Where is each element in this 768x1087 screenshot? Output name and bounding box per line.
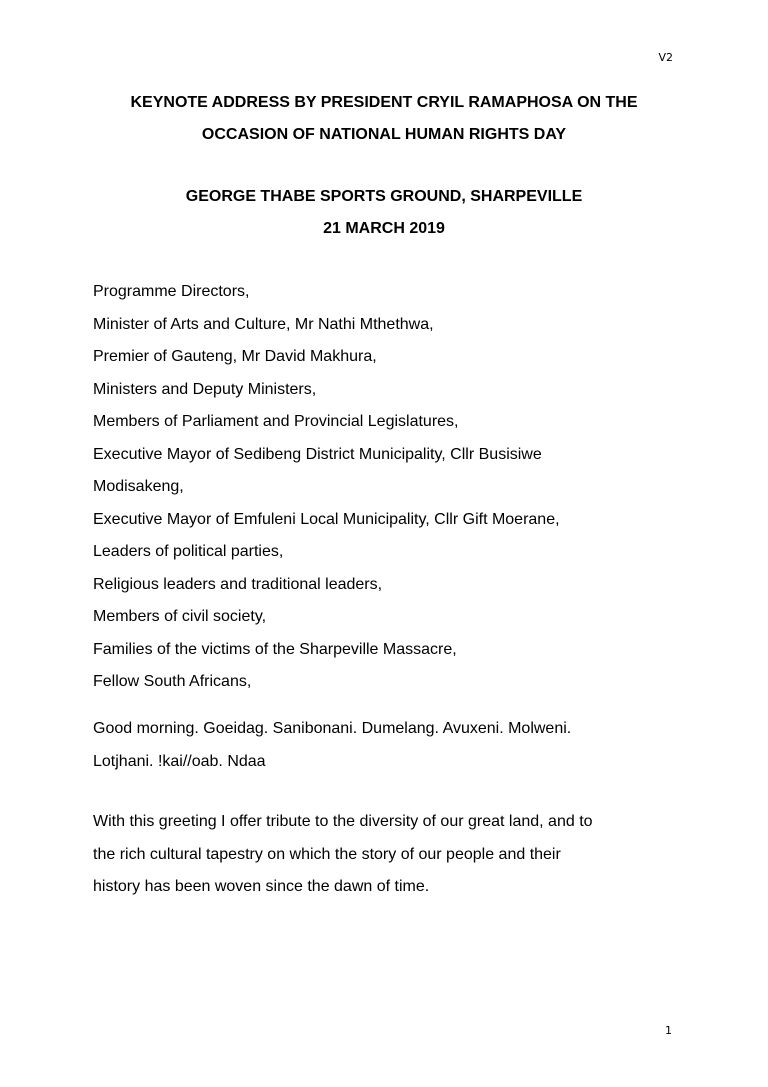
salutation-line: Minister of Arts and Culture, Mr Nathi Mthethwa, bbox=[93, 315, 434, 333]
salutation-line: Ministers and Deputy Ministers, bbox=[93, 380, 317, 398]
page-number: 1 bbox=[665, 1024, 672, 1037]
venue-heading: GEORGE THABE SPORTS GROUND, SHARPEVILLE bbox=[185, 188, 583, 205]
version-label: V2 bbox=[658, 51, 673, 64]
salutation-line: Premier of Gauteng, Mr David Makhura, bbox=[93, 348, 377, 365]
document-title bbox=[93, 87, 675, 151]
salutation-line: Leaders of political parties, bbox=[93, 543, 284, 560]
date-heading: 21 MARCH 2019 bbox=[323, 220, 445, 237]
greeting-line: Good morning. Goeidag. Sanibonani. Dumelang. Avuxeni. Molweni. bbox=[93, 720, 572, 737]
tribute-paragraph bbox=[93, 806, 683, 904]
tribute-line: the rich cultural tapestry on which the story of our people and their bbox=[93, 845, 561, 863]
salutation-line: Programme Directors, bbox=[93, 283, 250, 300]
salutation-line: Modisakeng, bbox=[93, 478, 184, 495]
greeting-paragraph bbox=[93, 713, 683, 778]
title-line: KEYNOTE ADDRESS BY PRESIDENT CRYIL RAMAPHOSA ON THE bbox=[130, 94, 638, 111]
title-line: OCCASION OF NATIONAL HUMAN RIGHTS DAY bbox=[201, 126, 567, 143]
tribute-line: history has been woven since the dawn of time. bbox=[93, 878, 430, 895]
salutation-line: Executive Mayor of Sedibeng District Municipality, Cllr Busisiwe bbox=[93, 445, 542, 463]
salutations-list bbox=[93, 276, 683, 699]
salutation-line: Executive Mayor of Emfuleni Local Municipality, Cllr Gift Moerane, bbox=[93, 510, 560, 528]
salutation-line: Religious leaders and traditional leaders, bbox=[93, 575, 383, 593]
salutation-line: Fellow South Africans, bbox=[93, 673, 252, 690]
salutation-line: Families of the victims of the Sharpeville Massacre, bbox=[93, 640, 457, 658]
tribute-line: With this greeting I offer tribute to the diversity of our great land, and to bbox=[93, 813, 593, 830]
salutation-line: Members of Parliament and Provincial Legislatures, bbox=[93, 413, 459, 430]
greeting-line: Lotjhani. !kai//oab. Ndaa bbox=[93, 752, 266, 770]
salutation-line: Members of civil society, bbox=[93, 608, 267, 625]
